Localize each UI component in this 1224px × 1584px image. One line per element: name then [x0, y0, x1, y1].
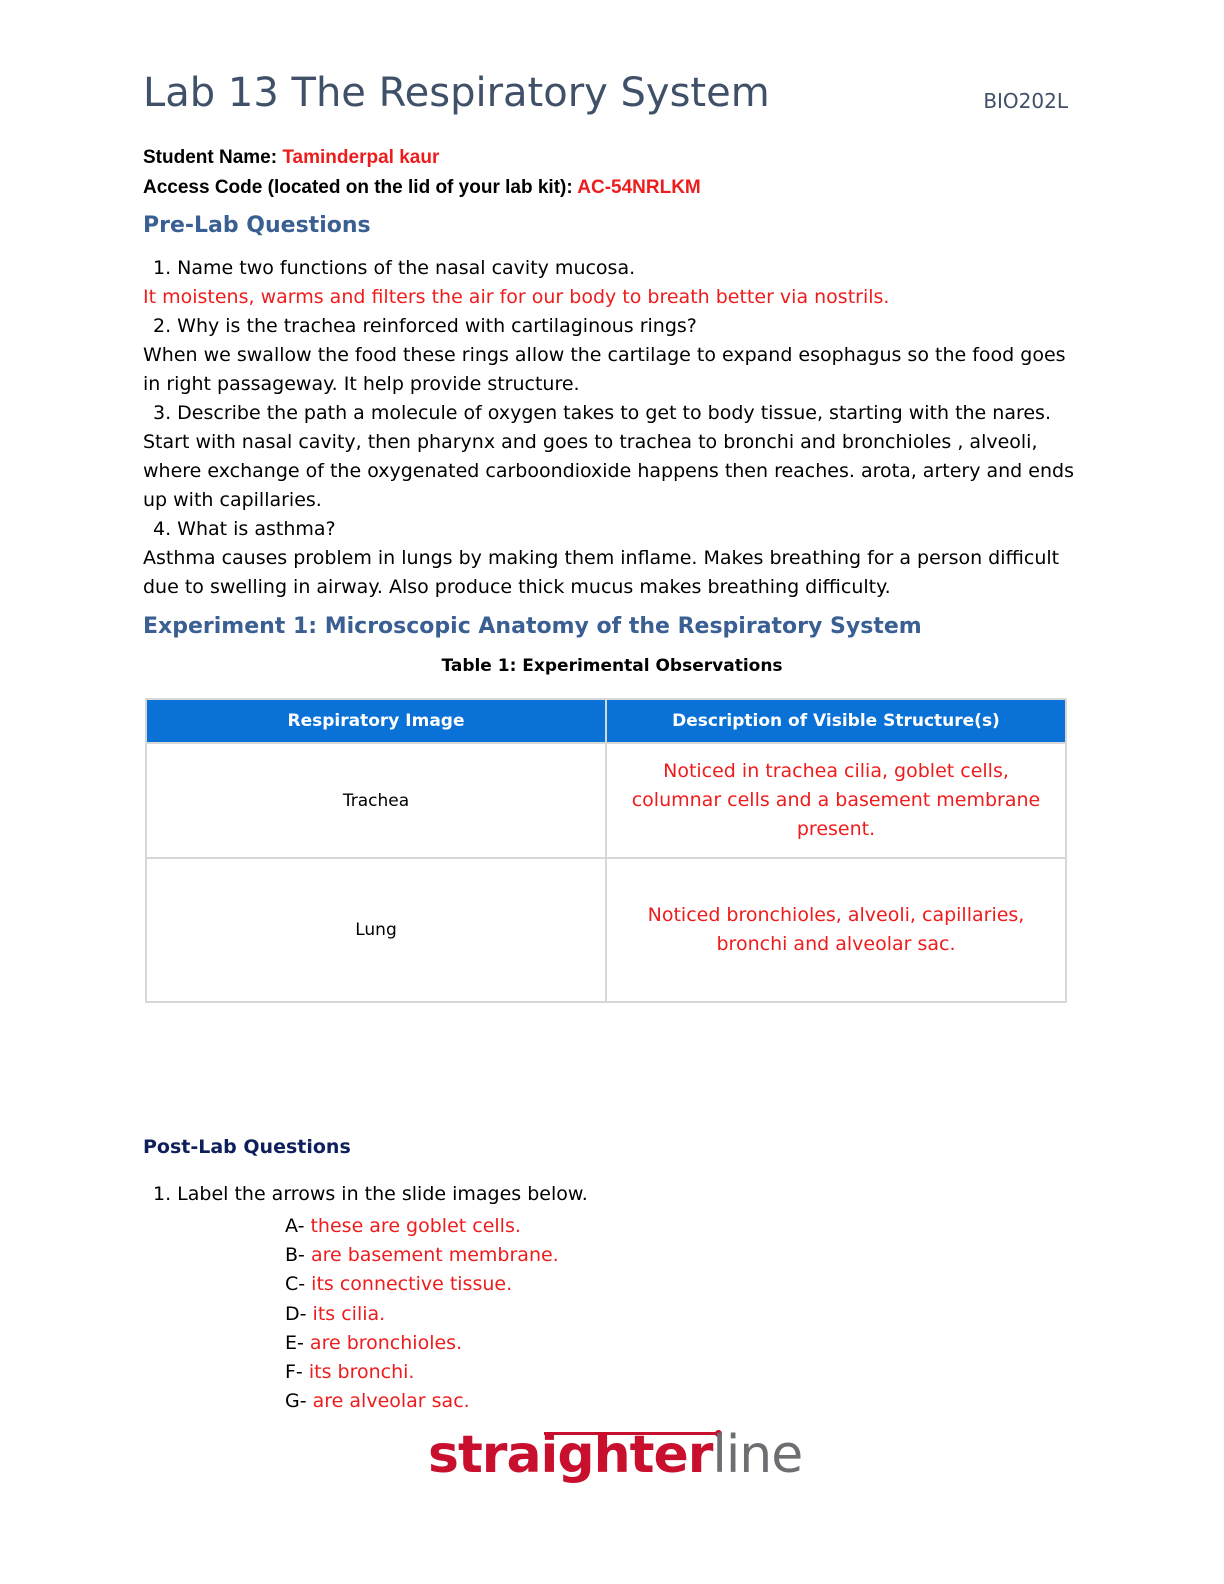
label-f	[285, 1358, 559, 1387]
observations-table	[145, 698, 1067, 1003]
prelab-question-4: 4. What is asthma?	[153, 518, 336, 540]
course-code: BIO202L	[983, 89, 1068, 113]
label-g	[285, 1387, 559, 1416]
column-header-description: Description of Visible Structure(s)	[606, 699, 1066, 743]
postlab-question-1: 1. Label the arrows in the slide images below.	[153, 1183, 588, 1205]
row-description-trachea: Noticed in trachea cilia, goblet cells, columnar cells and a basement membrane present.	[606, 743, 1066, 858]
label-letter: D-	[285, 1302, 307, 1325]
label-e	[285, 1329, 559, 1358]
label-letter: B-	[285, 1244, 305, 1267]
label-letter: F-	[285, 1361, 303, 1384]
label-d	[285, 1300, 559, 1329]
table-header-row	[146, 699, 1066, 743]
postlab-labels	[285, 1212, 559, 1416]
label-c	[285, 1270, 559, 1299]
student-name-line	[143, 143, 701, 173]
label-answer: its connective tissue.	[311, 1273, 513, 1296]
student-name-label: Student Name:	[143, 147, 278, 168]
prelab-question-2: 2. Why is the trachea reinforced with cartilaginous rings?	[153, 315, 697, 337]
prelab-question-3: 3. Describe the path a molecule of oxygen takes to get to body tissue, starting with the nares.	[153, 402, 1051, 424]
prelab-answer-2: When we swallow the food these rings allow the cartilage to expand esophagus so the food goes in right passageway. It help provide structure.	[143, 344, 1066, 395]
table-caption: Table 1: Experimental Observations	[441, 656, 783, 676]
label-b	[285, 1241, 559, 1270]
label-letter: A-	[285, 1215, 305, 1237]
label-letter: G-	[285, 1390, 307, 1413]
column-header-image: Respiratory Image	[146, 699, 606, 743]
row-description-lung: Noticed bronchioles, alveoli, capillaries, bronchi and alveolar sac.	[606, 858, 1066, 1002]
prelab-heading: Pre-Lab Questions	[143, 213, 371, 238]
table-row	[146, 743, 1066, 858]
row-image-trachea: Trachea	[146, 743, 606, 858]
straighterline-logo	[428, 1425, 802, 1485]
prelab-questions	[143, 254, 1083, 602]
student-info	[143, 143, 701, 203]
label-a	[285, 1212, 559, 1241]
experiment-heading: Experiment 1: Microscopic Anatomy of the Respiratory System	[143, 614, 922, 639]
page-title: Lab 13 The Respiratory System	[143, 70, 770, 116]
logo-bold-text: straighter	[428, 1425, 713, 1485]
row-image-lung: Lung	[146, 858, 606, 1002]
prelab-answer-1: It moistens, warms and filters the air for our body to breath better via nostrils.	[143, 286, 890, 308]
label-answer: are bronchioles.	[309, 1331, 463, 1354]
table-row	[146, 858, 1066, 1002]
access-code-line	[143, 173, 701, 203]
label-letter: C-	[285, 1273, 306, 1296]
logo-thin-text: line	[712, 1425, 803, 1485]
label-answer: its cilia.	[312, 1302, 386, 1325]
label-answer: are alveolar sac.	[312, 1390, 470, 1413]
prelab-answer-3: Start with nasal cavity, then pharynx and goes to trachea to bronchi and bronchioles , alveoli, where exchange of the oxygenated carboondioxide happens then reaches. arota, artery and ends up with capillaries.	[143, 431, 1074, 511]
prelab-question-1: 1. Name two functions of the nasal cavity mucosa.	[153, 257, 636, 279]
label-answer: these are goblet cells.	[310, 1215, 521, 1237]
prelab-answer-4: Asthma causes problem in lungs by making them inflame. Makes breathing for a person difficult due to swelling in airway. Also produce thick mucus makes breathing difficulty.	[143, 547, 1060, 598]
label-answer: are basement membrane.	[310, 1244, 559, 1267]
access-code-label: Access Code (located on the lid of your lab kit):	[143, 177, 573, 198]
label-answer: its bronchi.	[308, 1361, 415, 1384]
label-letter: E-	[285, 1331, 304, 1354]
postlab-heading: Post-Lab Questions	[143, 1136, 351, 1158]
student-name-value: Taminderpal kaur	[282, 147, 440, 168]
access-code-value: AC-54NRLKM	[577, 177, 701, 198]
